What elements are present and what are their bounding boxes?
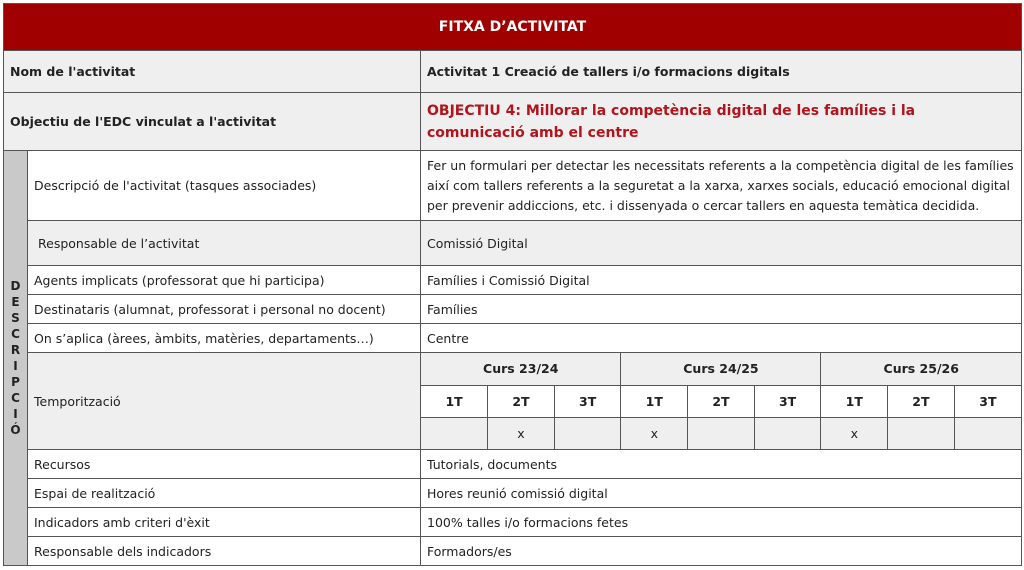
responsable-value: Comissió Digital bbox=[421, 221, 1022, 266]
nom-value: Activitat 1 Creació de tallers i/o formacions digitals bbox=[421, 51, 1022, 93]
destinataris-value: Famílies bbox=[421, 295, 1022, 324]
activity-table bbox=[3, 3, 1022, 566]
descripcio-side-label: D E S C R I P C I Ó bbox=[4, 151, 28, 566]
term-header: 3T bbox=[754, 385, 821, 417]
espai-value: Hores reunió comissió digital bbox=[421, 479, 1022, 508]
term-header: 2T bbox=[888, 385, 955, 417]
resp-indicadors-label: Responsable dels indicadors bbox=[28, 537, 421, 566]
term-header: 2T bbox=[488, 385, 555, 417]
term-header: 1T bbox=[421, 385, 488, 417]
descripcio-value: Fer un formulari per detectar les necessitats referents a la competència digital de les famílies així com tallers referents a la seguretat a la xarxa, xarxes socials, educació emocional digital per prevenir addiccions, etc. i dissenyada o cercar tallers en aquesta temàtica decidida. bbox=[421, 151, 1022, 221]
aplica-label: On s’aplica (àrees, àmbits, matèries, departaments…) bbox=[28, 324, 421, 353]
sheet-title: FITXA D’ACTIVITAT bbox=[4, 4, 1022, 51]
temporitzacio-label: Temporització bbox=[28, 353, 421, 450]
recursos-value: Tutorials, documents bbox=[421, 450, 1022, 479]
resp-indicadors-value: Formadors/es bbox=[421, 537, 1022, 566]
term-header: 3T bbox=[954, 385, 1021, 417]
descripcio-label: Descripció de l'activitat (tasques associades) bbox=[28, 151, 421, 221]
term-mark: x bbox=[488, 417, 555, 449]
term-mark bbox=[554, 417, 621, 449]
recursos-label: Recursos bbox=[28, 450, 421, 479]
course-header: Curs 24/25 bbox=[621, 353, 821, 385]
temporitzacio-grid bbox=[421, 353, 1021, 449]
term-mark bbox=[688, 417, 755, 449]
aplica-value: Centre bbox=[421, 324, 1022, 353]
nom-label: Nom de l'activitat bbox=[4, 51, 421, 93]
temporitzacio-grid-cell bbox=[421, 353, 1022, 450]
indicadors-value: 100% talles i/o formacions fetes bbox=[421, 508, 1022, 537]
term-mark bbox=[954, 417, 1021, 449]
objectiu-value: OBJECTIU 4: Millorar la competència digital de les famílies i la comunicació amb el centre bbox=[421, 93, 1022, 151]
course-header: Curs 23/24 bbox=[421, 353, 621, 385]
term-mark bbox=[888, 417, 955, 449]
destinataris-label: Destinataris (alumnat, professorat i personal no docent) bbox=[28, 295, 421, 324]
term-header: 1T bbox=[621, 385, 688, 417]
espai-label: Espai de realització bbox=[28, 479, 421, 508]
agents-label: Agents implicats (professorat que hi participa) bbox=[28, 266, 421, 295]
objectiu-label: Objectiu de l'EDC vinculat a l'activitat bbox=[4, 93, 421, 151]
indicadors-label: Indicadors amb criteri d'èxit bbox=[28, 508, 421, 537]
term-mark bbox=[421, 417, 488, 449]
course-header: Curs 25/26 bbox=[821, 353, 1021, 385]
activity-sheet bbox=[3, 3, 1021, 566]
term-mark: x bbox=[621, 417, 688, 449]
term-header: 3T bbox=[554, 385, 621, 417]
term-header: 2T bbox=[688, 385, 755, 417]
term-header: 1T bbox=[821, 385, 888, 417]
term-mark bbox=[754, 417, 821, 449]
responsable-label: Responsable de l’activitat bbox=[28, 221, 421, 266]
agents-value: Famílies i Comissió Digital bbox=[421, 266, 1022, 295]
term-mark: x bbox=[821, 417, 888, 449]
